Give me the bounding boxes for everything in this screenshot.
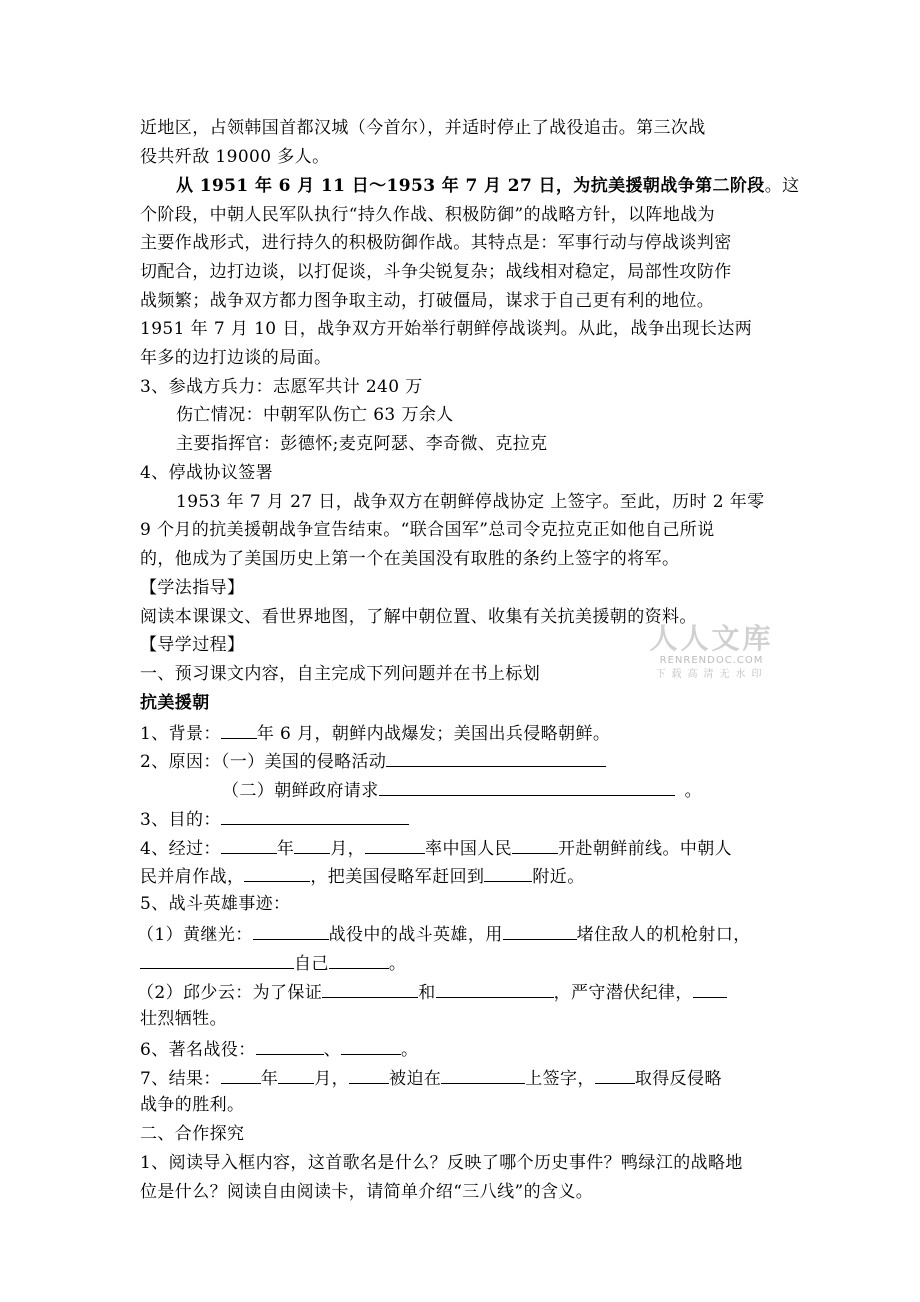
question-5-item-1-cont (140, 950, 406, 976)
question-text: 率中国人民 (425, 839, 513, 859)
section-heading: 二、合作探究 (140, 1124, 245, 1144)
question-text: 2、原因：（一）美国的侵略活动 (140, 752, 387, 772)
question-5-item-1 (137, 921, 751, 947)
fill-blank[interactable] (349, 1065, 389, 1084)
question-text: 取得反侵略 (634, 1069, 722, 1089)
paragraph-line: 主要作战形式，进行持久的积极防御作战。其特点是：军事行动与停战谈判密 (140, 233, 732, 253)
question-text: 被迫在 (389, 1069, 442, 1089)
question-5: 5、战斗英雄事迹： (140, 894, 291, 914)
paragraph-line: 阅读本课课文、看世界地图，了解中朝位置、收集有关抗美援朝的资料。 (140, 607, 697, 627)
question-text: 开赴朝鲜前线。中朝人 (558, 839, 733, 859)
fill-blank[interactable] (253, 921, 329, 940)
fill-blank[interactable] (595, 1065, 635, 1084)
paragraph-line: 近地区，占领韩国首都汉城（今首尔），并适时停止了战役追击。第三次战 (140, 118, 706, 138)
fill-blank[interactable] (441, 1065, 525, 1084)
question-text: （二）朝鲜政府请求 (222, 781, 379, 801)
question-label: 7、结果： (140, 1069, 221, 1089)
question-text: 月， (330, 839, 366, 859)
fill-blank[interactable] (379, 777, 675, 796)
question-label: 1、背景： (140, 724, 221, 744)
paragraph-line: 1953 年 7 月 27 日，战争双方在朝鲜停战协定 上签字。至此，历时 2 年零 (176, 492, 765, 512)
question-2-sub (222, 777, 702, 803)
paragraph-line: 的，他成为了美国历史上第一个在美国没有取胜的条约上签字的将军。 (140, 549, 680, 569)
list-subitem: 伤亡情况：中朝军队伤亡 63 万余人 (176, 405, 454, 425)
question-label: 4、经过： (140, 839, 221, 859)
question-text: 月， (314, 1069, 350, 1089)
instruction-line: 一、预习课文内容，自主完成下列问题并在书上标划 (140, 664, 541, 684)
paragraph-line-stage-two (176, 174, 800, 198)
question-label: 6、著名战役： (140, 1040, 256, 1060)
punctuation: 。 (684, 781, 703, 801)
paragraph-line: 9 个月的抗美援朝战争宣告结束。“联合国军”总司令克拉克正如他自己所说 (140, 520, 715, 540)
question-2 (140, 748, 606, 774)
paragraph-line: 1、阅读导入框内容，这首歌名是什么？反映了哪个历史事件？鸭绿江的战略地 (140, 1153, 743, 1173)
question-6 (140, 1036, 418, 1062)
fill-blank[interactable] (329, 950, 389, 969)
watermark-logo (644, 624, 779, 682)
topic-title: 抗美援朝 (140, 693, 210, 713)
section-heading: 【学法指导】 (140, 578, 245, 598)
question-text: ，严守潜伏纪律， (553, 983, 693, 1003)
question-text: 和 (418, 983, 436, 1003)
question-text: 堵住敌人的机枪射口， (576, 925, 751, 945)
paragraph-text: 。这 (764, 176, 800, 196)
fill-blank[interactable] (693, 979, 727, 998)
question-text: 年 6 月，朝鲜内战爆发；美国出兵侵略朝鲜。 (256, 724, 611, 744)
list-item: 3、参战方兵力：志愿军共计 240 万 (140, 377, 423, 397)
fill-blank[interactable] (221, 1065, 261, 1084)
fill-blank[interactable] (503, 921, 577, 940)
fill-blank[interactable] (256, 1036, 324, 1055)
fill-blank[interactable] (278, 1065, 314, 1084)
question-text: ，把美国侵略军赶回到 (310, 867, 485, 887)
fill-blank[interactable] (221, 835, 277, 854)
question-4 (140, 835, 732, 861)
section-heading: 【导学过程】 (140, 635, 245, 655)
fill-blank[interactable] (386, 748, 606, 767)
bold-heading-text: 从 1951 年 6 月 11 日～1953 年 7 月 27 日，为抗美援朝战争第二阶段 (176, 176, 765, 196)
fill-blank[interactable] (512, 835, 558, 854)
paragraph-line: 役共歼敌 19000 多人。 (140, 147, 330, 167)
question-text: 战役中的战斗英雄，用 (328, 925, 503, 945)
fill-blank[interactable] (221, 720, 257, 739)
fill-blank[interactable] (365, 835, 425, 854)
punctuation: 。 (401, 1040, 419, 1060)
paragraph-line: 1951 年 7 月 10 日，战争双方开始举行朝鲜停战谈判。从此，战争出现长达两 (140, 319, 753, 339)
watermark-tagline: 下载高清无水印 (655, 669, 768, 680)
question-text: 年 (276, 839, 295, 859)
question-7 (140, 1065, 722, 1091)
fill-blank[interactable] (322, 979, 418, 998)
paragraph-line: 战频繁；战争双方都力图争取主动，打破僵局，谋求于自己更有利的地位。 (140, 291, 715, 311)
watermark-domain: RENRENDOC.COM (659, 655, 764, 666)
question-5-item-2-cont: 壮烈牺牲。 (140, 1009, 227, 1029)
question-text: （2）邱少云：为了保证 (137, 983, 323, 1003)
paragraph-line: 切配合，边打边谈，以打促谈，斗争尖锐复杂；战线相对稳定，局部性攻防作 (140, 262, 732, 282)
question-text: （1）黄继光： (137, 925, 253, 945)
punctuation: 、 (323, 1040, 342, 1060)
question-4-cont (140, 863, 585, 889)
fill-blank[interactable] (244, 863, 310, 882)
question-3 (140, 806, 409, 832)
paragraph-line: 年多的边打边谈的局面。 (140, 348, 332, 368)
question-label: 3、目的： (140, 810, 221, 830)
question-text: 年 (260, 1069, 279, 1089)
question-7-cont: 战争的胜利。 (140, 1095, 245, 1115)
question-text: 附近。 (532, 867, 585, 887)
fill-blank[interactable] (436, 979, 554, 998)
question-text: 上签字， (525, 1069, 595, 1089)
fill-blank[interactable] (221, 806, 409, 825)
fill-blank[interactable] (140, 950, 294, 969)
question-text: 民并肩作战， (140, 867, 245, 887)
question-5-item-2 (137, 979, 727, 1005)
question-text: 。 (388, 954, 407, 974)
fill-blank[interactable] (484, 863, 532, 882)
question-1 (140, 720, 610, 746)
list-subitem: 主要指挥官：彭德怀;麦克阿瑟、李奇微、克拉克 (176, 434, 548, 454)
paragraph-line: 个阶段，中朝人民军队执行“持久作战、积极防御”的战略方针，以阵地战为 (140, 205, 715, 225)
fill-blank[interactable] (294, 835, 330, 854)
question-text: 自己 (294, 954, 329, 974)
fill-blank[interactable] (341, 1036, 401, 1055)
watermark-title: 人人文库 (649, 622, 774, 655)
list-item: 4、停战协议签署 (140, 463, 274, 483)
paragraph-line: 位是什么？阅读自由阅读卡，请简单介绍“三八线”的含义。 (140, 1182, 594, 1202)
